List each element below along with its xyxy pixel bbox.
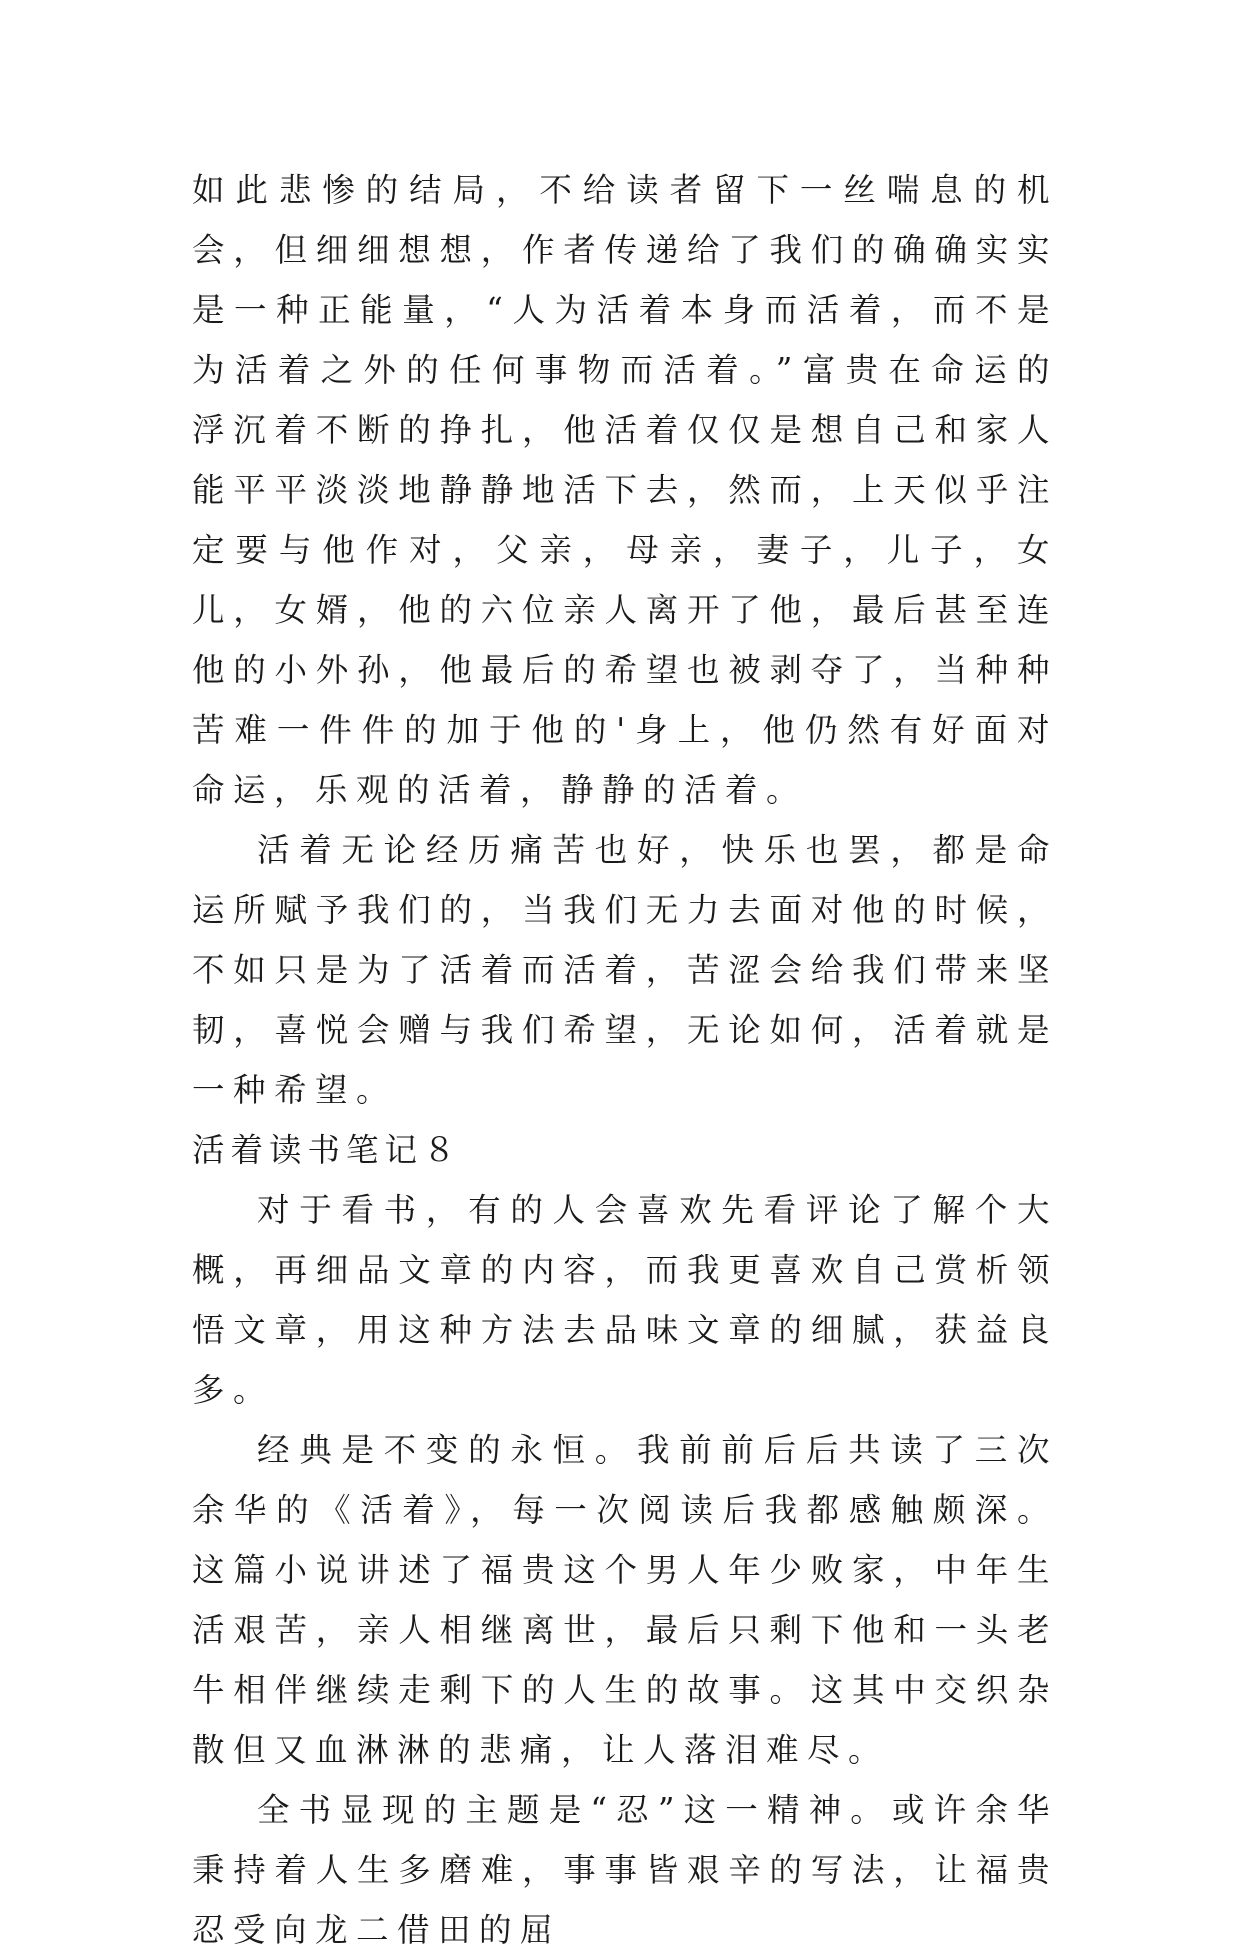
paragraph-reading-method: 对于看书，有的人会喜欢先看评论了解个大概，再细品文章的内容，而我更喜欢自己赏析领悟文章，用这种方法去品味文章的细腻，获益良多。 xyxy=(192,1191,1058,1409)
document-page xyxy=(192,160,1058,1960)
paragraph-theme: 全书显现的主题是“忍”这一精神。或许余华秉持着人生多磨难，事事皆艰辛的写法，让福贵忍受向龙二借田的屈 xyxy=(192,1791,1058,1949)
section-heading: 活着读书笔记８ xyxy=(192,1131,462,1169)
paragraph-hope: 活着无论经历痛苦也好，快乐也罢，都是命运所赋予我们的，当我们无力去面对他的时候，不如只是为了活着而活着，苦涩会给我们带来坚韧，喜悦会赠与我们希望，无论如何，活着就是一种希望。 xyxy=(192,831,1058,1109)
paragraph-continuation: 如此悲惨的结局，不给读者留下一丝喘息的机会，但细细想想，作者传递给了我们的确确实实是一种正能量，“人为活着本身而活着，而不是为活着之外的任何事物而活着。”富贵在命运的浮沉着不断的挣扎，他活着仅仅是想自己和家人能平平淡淡地静静地活下去，然而，上天似乎注定要与他作对，父亲，母亲，妻子，儿子，女儿，女婿，他的六位亲人离开了他，最后甚至连他的小外孙，他最后的希望也被剥夺了，当种种苦难一件件的加于他的'身上，他仍然有好面对命运，乐观的活着，静静的活着。 xyxy=(192,171,1058,809)
paragraph-classic: 经典是不变的永恒。我前前后后共读了三次余华的《活着》，每一次阅读后我都感触颇深。这篇小说讲述了福贵这个男人年少败家，中年生活艰苦，亲人相继离世，最后只剩下他和一头老牛相伴继续走剩下的人生的故事。这其中交织杂散但又血淋淋的悲痛，让人落泪难尽。 xyxy=(192,1431,1058,1769)
